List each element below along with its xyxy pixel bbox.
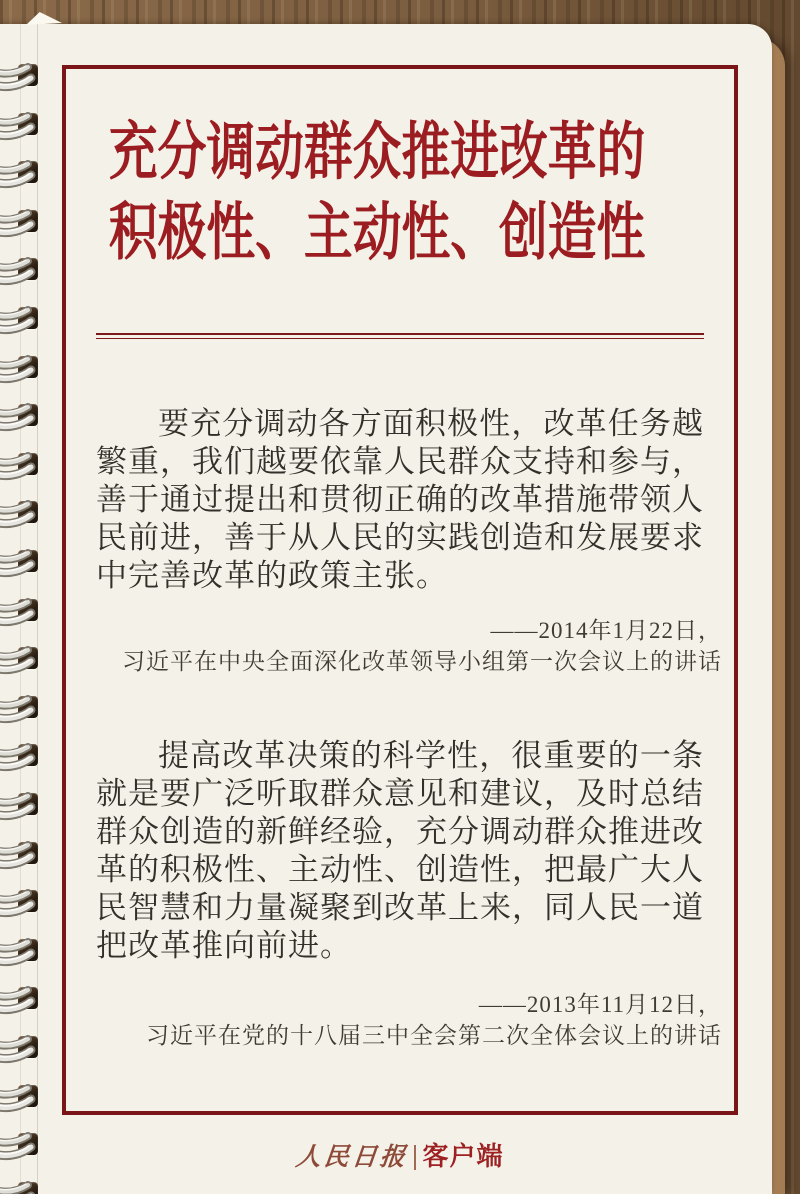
spiral-ring xyxy=(0,1081,42,1113)
spiral-ring xyxy=(0,886,42,918)
spiral-wire-icon xyxy=(0,352,42,384)
quote-paragraph: 要充分调动各方面积极性，改革任务越繁重，我们越要依靠人民群众支持和参与，善于通过提出和贯彻正确的改革措施带领人民前进，善于从人民的实践创造和发展要求中完善改革的政策主张。 xyxy=(96,406,704,593)
spiral-wire-icon xyxy=(0,886,42,918)
title-divider xyxy=(96,333,704,339)
spiral-wire-icon xyxy=(0,838,42,870)
title-line-2: 积极性、主动性、创造性 xyxy=(108,197,646,268)
spiral-wire-icon xyxy=(0,254,42,286)
spiral-ring xyxy=(0,352,42,384)
spiral-wire-icon xyxy=(0,449,42,481)
client-label: 客户端 xyxy=(422,1141,504,1171)
spiral-ring xyxy=(0,109,42,141)
spiral-wire-icon xyxy=(0,497,42,529)
spiral-wire-icon xyxy=(0,546,42,578)
peoples-daily-masthead-logo: 人民日报 xyxy=(294,1144,410,1171)
quote-attribution xyxy=(96,615,722,677)
spiral-ring xyxy=(0,692,42,724)
spiral-wire-icon xyxy=(0,1081,42,1113)
spiral-ring xyxy=(0,789,42,821)
decorative-red-frame xyxy=(62,65,738,1115)
spiral-ring xyxy=(0,838,42,870)
spiral-wire-icon xyxy=(0,789,42,821)
attribution-source: 习近平在中央全面深化改革领导小组第一次会议上的讲话 xyxy=(122,649,722,674)
spiral-ring xyxy=(0,157,42,189)
spiral-ring xyxy=(0,497,42,529)
spiral-wire-icon xyxy=(0,935,42,967)
quote-paragraph: 提高改革决策的科学性，很重要的一条就是要广泛听取群众意见和建议，及时总结群众创造的新鲜经验，充分调动群众推进改革的积极性、主动性、创造性，把最广大人民智慧和力量凝聚到改革上来，同人民一道把改革推向前进。 xyxy=(96,738,704,963)
spiral-ring xyxy=(0,1032,42,1064)
spiral-wire-icon xyxy=(0,1032,42,1064)
spiral-ring xyxy=(0,254,42,286)
spiral-ring xyxy=(0,1178,42,1194)
spiral-wire-icon xyxy=(0,643,42,675)
attribution-source: 习近平在党的十八届三中全会第二次全体会议上的讲话 xyxy=(146,1023,722,1048)
spiral-ring xyxy=(0,206,42,238)
attribution-date: ——2014年1月22日， xyxy=(490,618,722,643)
spiral-wire-icon xyxy=(0,595,42,627)
quote-block-2 xyxy=(96,737,722,1051)
title-line-1: 充分调动群众推进改革的 xyxy=(108,117,646,188)
spiral-wire-icon xyxy=(0,400,42,432)
spiral-wire-icon xyxy=(0,109,42,141)
spiral-ring xyxy=(0,740,42,772)
spiral-ring xyxy=(0,983,42,1015)
quote-block-1 xyxy=(96,405,722,677)
spiral-binding xyxy=(0,0,60,1194)
spiral-ring xyxy=(0,643,42,675)
spiral-wire-icon xyxy=(0,983,42,1015)
page-title xyxy=(96,113,655,273)
spiral-ring xyxy=(0,449,42,481)
spiral-ring xyxy=(0,595,42,627)
attribution-date: ——2013年11月12日， xyxy=(478,992,722,1017)
quote-attribution xyxy=(96,989,722,1051)
spiral-wire-icon xyxy=(0,60,42,92)
spiral-wire-icon xyxy=(0,303,42,335)
spiral-wire-icon xyxy=(0,1129,42,1161)
spiral-ring xyxy=(0,1129,42,1161)
spiral-ring xyxy=(0,303,42,335)
spiral-ring xyxy=(0,400,42,432)
spiral-ring xyxy=(0,60,42,92)
peoples-daily-brand xyxy=(62,1136,738,1173)
spiral-wire-icon xyxy=(0,1178,42,1194)
spiral-wire-icon xyxy=(0,157,42,189)
logo-divider xyxy=(414,1145,416,1170)
spiral-wire-icon xyxy=(0,692,42,724)
spiral-wire-icon xyxy=(0,740,42,772)
spiral-wire-icon xyxy=(0,206,42,238)
spiral-ring xyxy=(0,546,42,578)
spiral-ring xyxy=(0,935,42,967)
notebook-page xyxy=(0,24,772,1194)
